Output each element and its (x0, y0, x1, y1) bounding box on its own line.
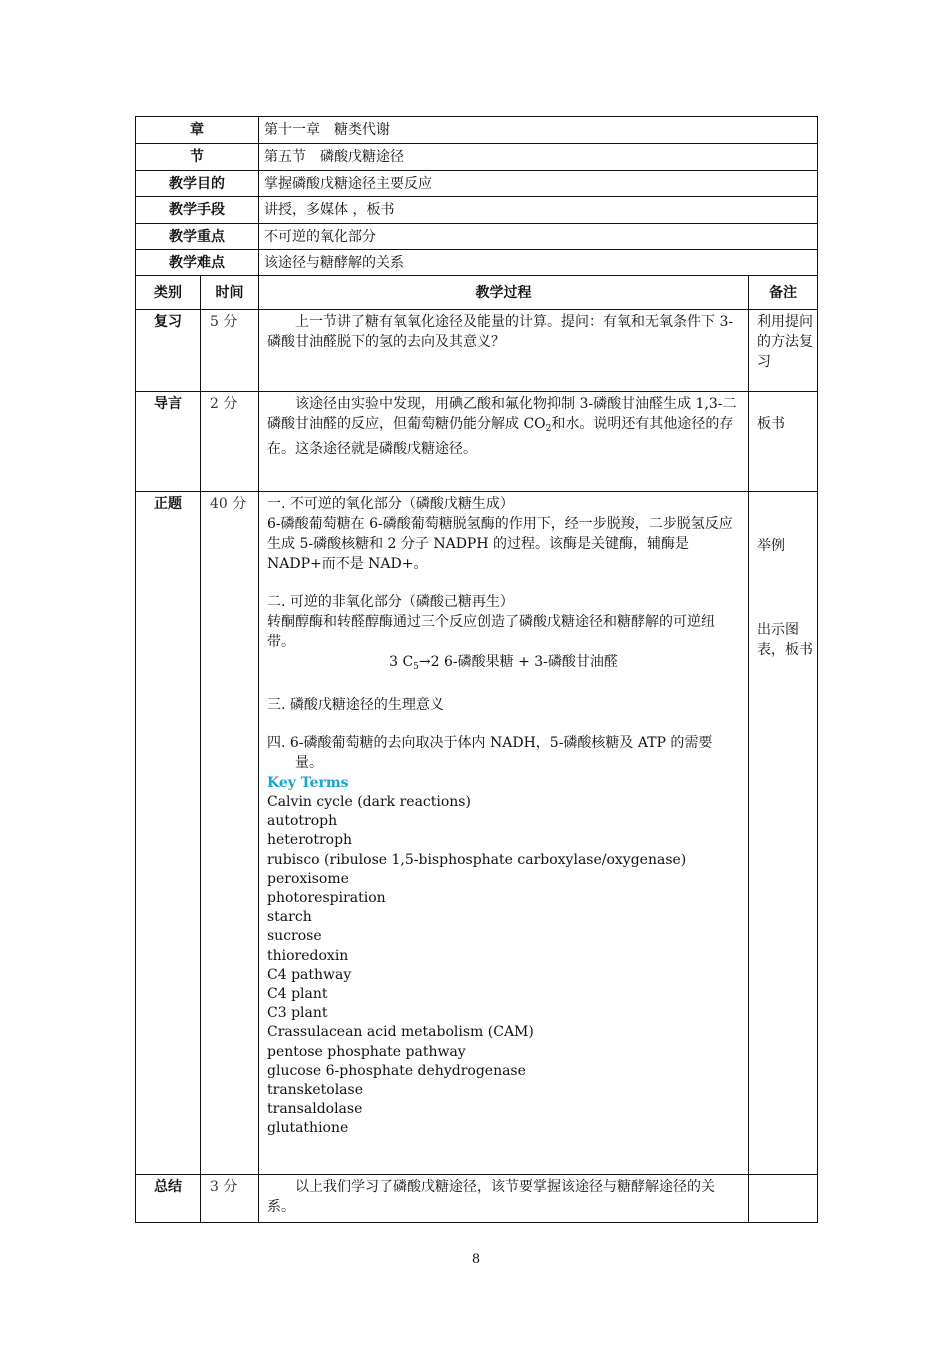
list-item: Crassulacean acid metabolism (CAM) (267, 1024, 534, 1041)
section-value: 第五节 磷酸戊糖途径 (259, 144, 818, 171)
part1-title: 一. 不可逆的氧化部分（磷酸戊糖生成） (267, 496, 514, 512)
list-item: heterotroph (267, 832, 353, 849)
intro-time: 2 分 (201, 392, 259, 492)
column-header-process: 教学过程 (259, 276, 749, 310)
difficulty-value: 该途径与糖酵解的关系 (259, 250, 818, 276)
review-time: 5 分 (201, 310, 259, 392)
list-item: Calvin cycle (dark reactions) (267, 794, 471, 810)
difficulty-row (136, 250, 818, 276)
section-row (136, 144, 818, 171)
column-header-notes: 备注 (749, 276, 818, 310)
list-item: glucose 6-phosphate dehydrogenase (267, 1062, 526, 1079)
main-notes (749, 492, 818, 1175)
main-row (136, 492, 818, 1175)
part2-text: 转酮醇酶和转醛醇酶通过三个反应创造了磷酸戊糖途径和糖酵解的可逆纽带。 (267, 614, 715, 650)
list-item: C3 plant (267, 1005, 328, 1022)
methods-value: 讲授，多媒体 ，板书 (259, 197, 818, 224)
main-process (259, 492, 749, 1175)
chapter-value: 第十一章 糖类代谢 (259, 117, 818, 144)
key-point-row (136, 224, 818, 250)
reaction-equation (267, 652, 740, 677)
main-category: 正题 (136, 492, 201, 1175)
list-item: transketolase (267, 1082, 363, 1099)
list-item: glutathione (267, 1120, 349, 1137)
key-point-label: 教学重点 (136, 224, 259, 250)
main-note-1: 举例 (757, 538, 785, 554)
objective-label: 教学目的 (136, 171, 259, 197)
part2-title: 二. 可逆的非氧化部分（磷酸己糖再生） (267, 594, 514, 610)
key-point-value: 不可逆的氧化部分 (259, 224, 818, 250)
part3-title: 三. 磷酸戊糖途径的生理意义 (267, 697, 444, 713)
co2-subscript: 2 (545, 424, 552, 434)
review-process (259, 310, 749, 392)
summary-category: 总结 (136, 1175, 201, 1223)
list-item: C4 plant (267, 986, 328, 1003)
list-item: starch (267, 909, 312, 926)
equation-part-a: 3 C (389, 654, 414, 670)
intro-process (259, 392, 749, 492)
objective-value: 掌握磷酸戊糖途径主要反应 (259, 171, 818, 197)
part4-text: 四. 6-磷酸葡萄糖的去向取决于体内 NADH，5-磷酸核糖及 ATP 的需要量。 (267, 735, 713, 771)
summary-text: 以上我们学习了磷酸戊糖途径，该节要掌握该途径与糖酵解途径的关系。 (267, 1179, 715, 1215)
summary-process (259, 1175, 749, 1223)
review-row (136, 310, 818, 392)
list-item: photorespiration (267, 890, 386, 907)
difficulty-label: 教学难点 (136, 250, 259, 276)
review-text: 上一节讲了糖有氧氧化途径及能量的计算。提问：有氧和无氧条件下 3-磷酸甘油醛脱下的氢的去向及其意义？ (267, 314, 734, 350)
summary-note (749, 1175, 818, 1223)
methods-row (136, 197, 818, 224)
equation-part-b: →2 6-磷酸果糖 + 3-磷酸甘油醛 (418, 654, 618, 670)
part1-text: 6-磷酸葡萄糖在 6-磷酸葡萄糖脱氢酶的作用下，经一步脱羧，二步脱氢反应生成 5-磷酸核糖和 2 分子 NADPH 的过程。该酶是关键酶，辅酶是 NADP+而不是 NAD+。 (267, 516, 733, 572)
review-category: 复习 (136, 310, 201, 392)
list-item: pentose phosphate pathway (267, 1043, 466, 1060)
key-terms-title: Key Terms (267, 775, 349, 791)
intro-note: 板书 (749, 392, 818, 492)
intro-text-b: 和水。说明还有其他途径的存在。这条途径就是磷酸戊糖途径。 (267, 416, 734, 457)
chapter-label: 章 (136, 117, 259, 144)
page-number: 8 (471, 1252, 481, 1267)
intro-row (136, 392, 818, 492)
equation-subscript: 5 (413, 662, 419, 672)
lesson-plan-table (135, 116, 818, 1223)
list-item: C4 pathway (267, 966, 352, 983)
summary-row (136, 1175, 818, 1223)
intro-category: 导言 (136, 392, 201, 492)
list-item: rubisco (ribulose 1,5-bisphosphate carboxylase/oxygenase) (267, 851, 687, 868)
methods-label: 教学手段 (136, 197, 259, 224)
intro-text (267, 394, 740, 459)
list-item: sucrose (267, 928, 322, 945)
section-label: 节 (136, 144, 259, 171)
list-item: autotroph (267, 813, 338, 830)
main-note-2: 出示图表，板书 (757, 622, 813, 658)
objective-row (136, 171, 818, 197)
main-time: 40 分 (201, 492, 259, 1175)
list-item: transaldolase (267, 1101, 363, 1118)
review-note: 利用提问的方法复习 (749, 310, 818, 392)
column-header-row (136, 276, 818, 310)
list-item: peroxisome (267, 870, 349, 887)
column-header-time: 时间 (201, 276, 259, 310)
key-terms-list (267, 793, 740, 1139)
summary-time: 3 分 (201, 1175, 259, 1223)
intro-text-a: 该途径由实验中发现，用碘乙酸和氟化物抑制 3-磷酸甘油醛生成 1,3-二磷酸甘油醛的反应，但葡萄糖仍能分解成 CO (267, 396, 737, 432)
column-header-category: 类别 (136, 276, 201, 310)
list-item: thioredoxin (267, 947, 349, 964)
chapter-row (136, 117, 818, 144)
